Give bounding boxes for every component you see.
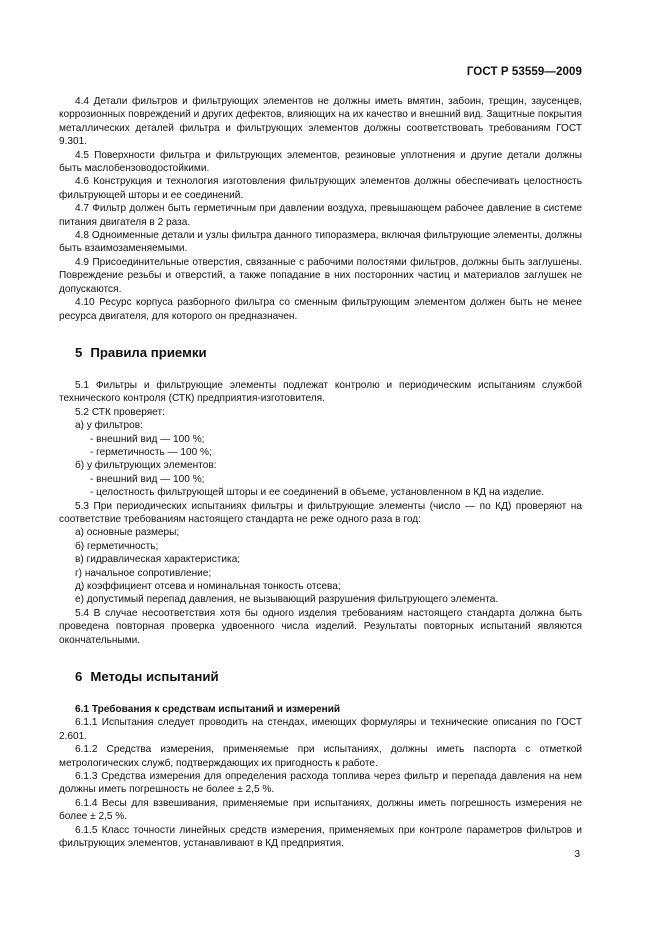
paragraph-4-10: 4.10 Ресурс корпуса разборного фильтра со сменным фильтрующим элементом должен быть не менее ресурса двигателя, для которого он предназначен. — [59, 297, 582, 322]
paragraph-4-7: 4.7 Фильтр должен быть герметичным при давлении воздуха, превышающем рабочее давление в системе питания двигателя в 2 раза. — [59, 203, 582, 228]
paragraph-6-1-1: 6.1.1 Испытания следует проводить на стендах, имеющих формуляры и технические описания по ГОСТ 2.601. — [59, 717, 582, 742]
section-5-heading — [75, 345, 582, 361]
paragraph-6-1-5: 6.1.5 Класс точности линейных средств измерения, применяемых при контроле параметров фильтров и фильтрующих элементов, устанавливают в КД предприятия. — [59, 824, 582, 850]
section-6-title: Методы испытаний — [90, 669, 219, 685]
paragraph-6-1-4: 6.1.4 Весы для взвешивания, применяемые при испытаниях, должны иметь погрешность измерения не более ± 2,5 %. — [59, 797, 582, 823]
list-item-a-label: а) у фильтров: — [75, 420, 143, 432]
list-item: в) гидравлическая характеристика; — [75, 554, 241, 566]
paragraph-5-3: 5.3 При периодических испытаниях фильтры и фильтрующие элементы (число — по КД) проверяют на соответствие требованиям настоящего стандарта не реже одного раза в год: — [59, 500, 582, 525]
list-item: а) основные размеры; — [75, 527, 180, 539]
list-item: г) начальное сопротивление; — [75, 567, 212, 579]
list-item: б) герметичность; — [75, 540, 159, 552]
section-5-number: 5 — [75, 344, 83, 360]
section-6-heading — [75, 669, 582, 685]
paragraph-5-1: 5.1 Фильтры и фильтрующие элементы подлежат контролю и периодическим испытаниям службой технического контроля (СТК) предприятия-изготовителя. — [59, 379, 582, 405]
list-item-b-2: - целостность фильтрующей шторы и ее соединений в объеме, установленном в КД на изделие. — [90, 487, 545, 499]
list-item-a-2: - герметичность — 100 %; — [90, 446, 212, 458]
document-body — [59, 95, 582, 851]
subsection-6-1-heading: 6.1 Требования к средствам испытаний и измерений — [75, 704, 341, 716]
paragraph-5-2: 5.2 СТК проверяет: — [75, 406, 165, 418]
page-number: 3 — [574, 849, 580, 860]
list-item: д) коэффициент отсева и номинальная тонкость отсева; — [75, 581, 341, 592]
paragraph-4-4: 4.4 Детали фильтров и фильтрующих элементов не должны иметь вмятин, забоин, трещин, заусенцев, коррозионных повреждений и других дефектов, влияющих на их качество и внешний вид. Защитные покрытия металлических деталей фильтра и фильтрующих элементов должны соответствовать требованиям ГОСТ 9.301. — [59, 96, 582, 148]
list-item: е) допустимый перепад давления, не вызывающий разрушения фильтрующего элемента. — [75, 594, 499, 606]
list-item-a-1: - внешний вид — 100 %; — [90, 433, 205, 445]
paragraph-4-5: 4.5 Поверхности фильтра и фильтрующих элементов, резиновые уплотнения и другие детали должны быть маслобензоводостойкими. — [59, 149, 582, 175]
paragraph-6-1-3: 6.1.3 Средства измерения для определения расхода топлива через фильтр и перепада давления на нем должны иметь погрешность не более ± 2,5 %. — [59, 771, 582, 796]
list-item-b-label: б) у фильтрующих элементов: — [75, 460, 217, 472]
paragraph-5-4: 5.4 В случае несоответствия хотя бы одного изделия требованиям настоящего стандарта должна быть проведена повторная проверка удвоенного числа изделий. Результаты повторных испытаний являются окончательными. — [59, 607, 582, 646]
paragraph-4-9: 4.9 Присоединительные отверстия, связанные с рабочими полостями фильтров, должны быть заглушены. Повреждение резьбы и отверстий, а также попадание в них посторонних частиц и материалов заглушек не допускаются. — [59, 256, 582, 295]
paragraph-6-1-2: 6.1.2 Средства измерения, применяемые при испытаниях, должны иметь паспорта с отметкой метрологических служб, подтверждающих их пригодность к работе. — [59, 744, 582, 769]
list-item-b-1: - внешний вид — 100 %; — [90, 473, 205, 485]
paragraph-4-6: 4.6 Конструкция и технология изготовления фильтрующих элементов должны обеспечивать целостность фильтрующей шторы и ее соединений. — [59, 176, 582, 201]
section-6-number: 6 — [75, 669, 83, 685]
section-5-title: Правила приемки — [90, 344, 207, 360]
paragraph-4-8: 4.8 Одноименные детали и узлы фильтра данного типоразмера, включая фильтрующие элементы, должны быть взаимозаменяемыми. — [59, 230, 582, 255]
standard-number-header: ГОСТ Р 53559—2009 — [466, 66, 582, 78]
